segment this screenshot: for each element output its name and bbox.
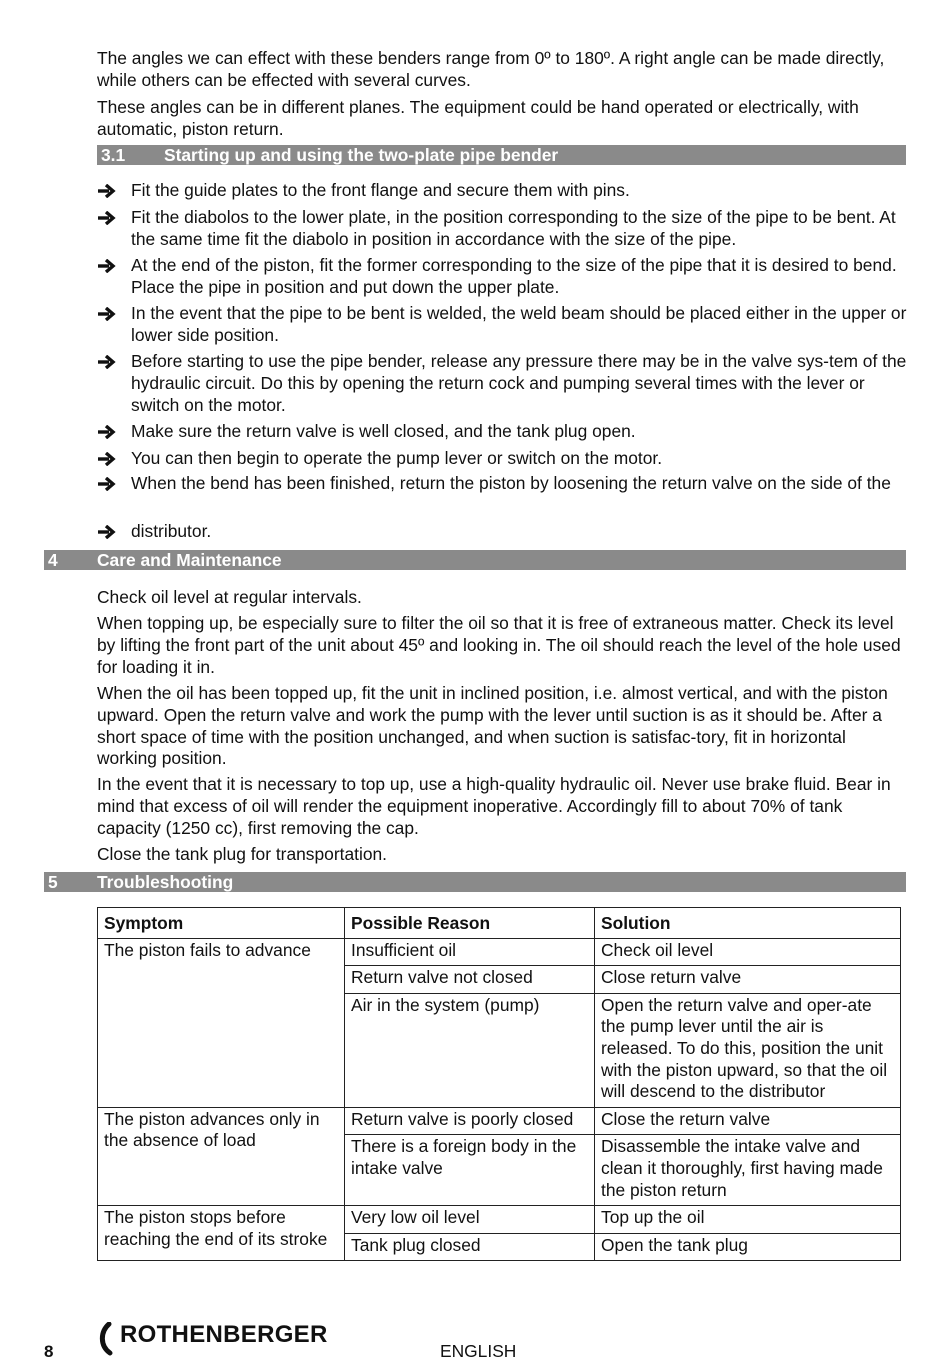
- section-number: 5: [48, 872, 58, 892]
- section-4-heading: [44, 550, 906, 570]
- arrow-right-icon: [97, 473, 121, 491]
- arrow-right-icon: [97, 255, 121, 273]
- arrow-right-icon: [97, 351, 121, 369]
- table-row: [98, 938, 901, 966]
- reason-cell: Insufficient oil: [345, 938, 595, 966]
- list-item: [97, 303, 909, 347]
- solution-cell: Close return valve: [595, 966, 901, 994]
- rothenberger-logo: [97, 1321, 328, 1362]
- list-item-text: Fit the guide plates to the front flange and secure them with pins.: [131, 180, 630, 200]
- table-row: [98, 1107, 901, 1135]
- list-item: [97, 255, 909, 299]
- arrow-right-icon: [97, 521, 121, 539]
- section-number: 3.1: [101, 145, 126, 165]
- language-label: ENGLISH: [440, 1341, 517, 1361]
- solution-cell: Open the return valve and oper-ate the pump lever until the air is released. To do this, position the unit with the piston upward, so that the oil will descend to the distributor: [595, 993, 901, 1107]
- reason-cell: Return valve is poorly closed: [345, 1107, 595, 1135]
- table-header-row: [98, 908, 901, 939]
- list-item: [97, 180, 909, 202]
- page-number: 8: [44, 1342, 54, 1361]
- arrow-right-icon: [97, 448, 121, 466]
- solution-cell: Top up the oil: [595, 1206, 901, 1234]
- list-item-text: At the end of the piston, fit the former corresponding to the size of the pipe that it is desired to bend. Place the pipe in position and put down the upper plate.: [131, 255, 897, 297]
- column-header-solution: Solution: [595, 908, 901, 939]
- reason-cell: Air in the system (pump): [345, 993, 595, 1107]
- list-item-text: Before starting to use the pipe bender, release any pressure there may be in the valve sys-tem of the hydraulic circuit. Do this by opening the return cock and pumping several times with the lever or switch on the motor.: [131, 351, 907, 415]
- list-item-text: When the bend has been finished, return the piston by loosening the return valve on the side of the: [131, 473, 891, 493]
- arrow-right-icon: [97, 207, 121, 225]
- symptom-cell: The piston stops before reaching the end of its stroke: [98, 1206, 345, 1261]
- table-row: [98, 1206, 901, 1234]
- section-title: Troubleshooting: [97, 872, 234, 892]
- reason-cell: Tank plug closed: [345, 1233, 595, 1261]
- list-item-text: Make sure the return valve is well closed, and the tank plug open.: [131, 421, 636, 441]
- care-paragraph: Check oil level at regular intervals.: [97, 587, 362, 607]
- arrow-right-icon: [97, 421, 121, 439]
- list-item-text: Fit the diabolos to the lower plate, in the position corresponding to the size of the pipe to be bent. At the same time fit the diabolo in position in accordance with the size of the pipe.: [131, 207, 896, 249]
- list-item: [97, 421, 909, 443]
- care-paragraph: When the oil has been topped up, fit the unit in inclined position, i.e. almost vertical, and with the piston upward. Open the return valve and work the pump with the lever until suction is as it should be. After a short space of time with the position unchanged, and when suction is satisfac-tory, fit in horizontal working position.: [97, 683, 888, 769]
- list-item-text: In the event that the pipe to be bent is welded, the weld beam should be placed either in the upper or lower side position.: [131, 303, 907, 345]
- list-item: [97, 351, 909, 416]
- section-5-heading: [44, 872, 906, 892]
- section-3-1-heading: [97, 145, 906, 165]
- arrow-right-icon: [97, 180, 121, 198]
- symptom-cell: The piston fails to advance: [98, 938, 345, 1107]
- solution-cell: Open the tank plug: [595, 1233, 901, 1261]
- intro-paragraph: These angles can be in different planes. The equipment could be hand operated or electrically, with automatic, piston return.: [97, 97, 859, 139]
- column-header-reason: Possible Reason: [345, 908, 595, 939]
- section-title: Care and Maintenance: [97, 550, 282, 570]
- list-item-text: distributor.: [131, 521, 212, 541]
- list-item-text: You can then begin to operate the pump lever or switch on the motor.: [131, 448, 663, 468]
- reason-cell: There is a foreign body in the intake valve: [345, 1135, 595, 1206]
- solution-cell: Check oil level: [595, 938, 901, 966]
- intro-paragraph: The angles we can effect with these benders range from 0º to 180º. A right angle can be made directly, while others can be effected with several curves.: [97, 48, 885, 90]
- care-paragraph: When topping up, be especially sure to filter the oil so that it is free of extraneous matter. Check its level by lifting the front part of the unit about 45º and looking in. The oil should reach the level of the hole used for loading it in.: [97, 613, 901, 677]
- symptom-cell: The piston advances only in the absence of load: [98, 1107, 345, 1205]
- troubleshooting-table: [97, 907, 901, 1261]
- brand-name: ROTHENBERGER: [120, 1321, 328, 1348]
- list-item: [97, 521, 909, 543]
- solution-cell: Disassemble the intake valve and clean it thoroughly, first having made the piston return: [595, 1135, 901, 1206]
- column-header-symptom: Symptom: [98, 908, 345, 939]
- arrow-right-icon: [97, 303, 121, 321]
- section-number: 4: [48, 550, 58, 570]
- list-item: [97, 473, 909, 495]
- reason-cell: Very low oil level: [345, 1206, 595, 1234]
- list-item: [97, 448, 909, 470]
- solution-cell: Close the return valve: [595, 1107, 901, 1135]
- section-title: Starting up and using the two-plate pipe bender: [164, 145, 559, 165]
- care-paragraph: Close the tank plug for transportation.: [97, 844, 388, 864]
- reason-cell: Return valve not closed: [345, 966, 595, 994]
- care-paragraph: In the event that it is necessary to top up, use a high-quality hydraulic oil. Never use brake fluid. Bear in mind that excess of oil will render the equipment inoperative. Accordingly fill to about 70% of tank capacity (1250 cc), first removing the cap.: [97, 774, 891, 838]
- list-item: [97, 207, 909, 251]
